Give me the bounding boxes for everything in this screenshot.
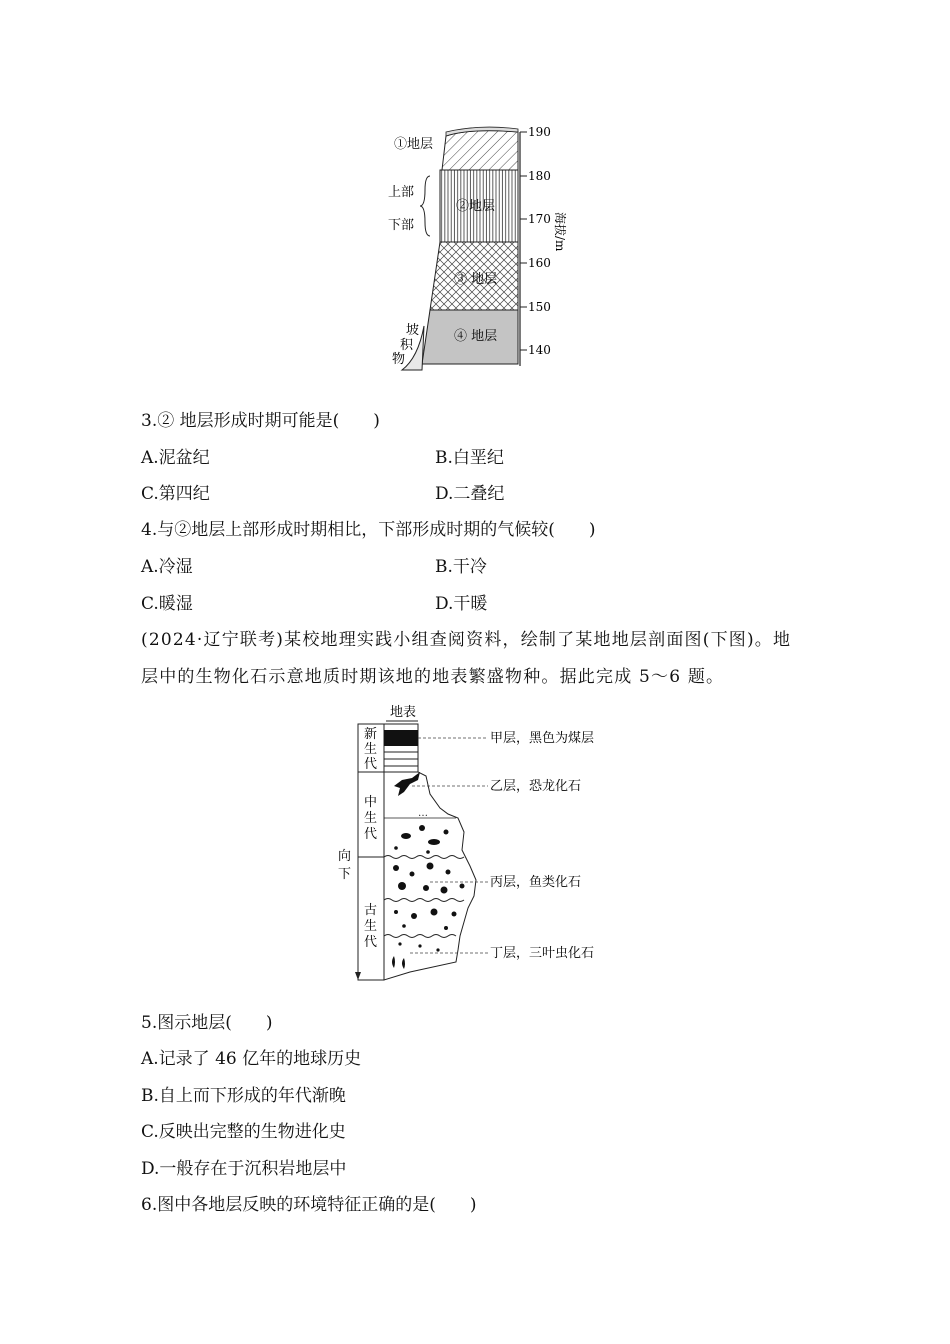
q4-option-c[interactable]: C.暖湿 bbox=[141, 594, 193, 614]
era-mesozoic-1: 中 bbox=[364, 795, 378, 810]
svg-text:…: … bbox=[418, 808, 428, 819]
strata-profile-figure bbox=[330, 700, 620, 990]
tick-label-140: 140 bbox=[528, 343, 551, 357]
tick-label-180: 180 bbox=[528, 169, 551, 183]
layer-1-band bbox=[442, 131, 518, 170]
axis-title: 海拔/m bbox=[553, 212, 567, 252]
slope-label-1: 坡 bbox=[406, 323, 420, 338]
layer-1-label: ①地层 bbox=[394, 137, 434, 152]
label-jia: 甲层，黑色为煤层 bbox=[490, 731, 595, 746]
tick-label-170: 170 bbox=[528, 212, 551, 226]
rock-profile bbox=[384, 724, 476, 980]
era-mesozoic-3: 代 bbox=[364, 827, 378, 842]
era-cenozoic-1: 新 bbox=[364, 727, 378, 742]
coal-layer bbox=[384, 730, 418, 746]
q3-option-a[interactable]: A.泥盆纪 bbox=[141, 448, 210, 468]
tick-label-160: 160 bbox=[528, 256, 551, 270]
intro-line-2: 层中的生物化石示意地质时期该地的地表繁盛物种。据此完成 5～6 题。 bbox=[141, 667, 725, 687]
q3-option-c[interactable]: C.第四纪 bbox=[141, 484, 210, 504]
q4-option-b[interactable]: B.干冷 bbox=[435, 557, 487, 577]
tick-label-190: 190 bbox=[528, 125, 551, 139]
q5-option-a[interactable]: A.记录了 46 亿年的地球历史 bbox=[141, 1049, 362, 1069]
slope-label-3: 物 bbox=[392, 352, 406, 367]
lower-part-label: 下部 bbox=[388, 218, 415, 233]
q3-option-b[interactable]: B.白垩纪 bbox=[435, 448, 504, 468]
q3-option-d[interactable]: D.二叠纪 bbox=[435, 484, 505, 504]
surface-label: 地表 bbox=[390, 705, 417, 720]
era-cenozoic-3: 代 bbox=[364, 757, 378, 772]
era-paleozoic-3: 代 bbox=[364, 935, 378, 950]
direction-label-1: 向 bbox=[338, 849, 352, 864]
upper-part-label: 上部 bbox=[388, 185, 415, 200]
axis-ticks bbox=[520, 132, 527, 350]
q3-stem: 3.② 地层形成时期可能是( ) bbox=[141, 411, 380, 431]
upper-lower-bracket bbox=[420, 176, 430, 236]
q4-option-a[interactable]: A.冷湿 bbox=[141, 557, 193, 577]
intro-line-1: (2024·辽宁联考)某校地理实践小组查阅资料，绘制了某地地层剖面图(下图)。地 bbox=[141, 630, 792, 650]
slope-label-2: 积 bbox=[400, 338, 414, 353]
q5-stem: 5.图示地层( ) bbox=[141, 1013, 273, 1033]
era-paleozoic-1: 古 bbox=[364, 903, 378, 918]
layer-4-label: ④ 地层 bbox=[454, 329, 498, 344]
layer-3-label: ③ 地层 bbox=[454, 272, 498, 287]
era-mesozoic-2: 生 bbox=[364, 811, 378, 826]
q5-option-d[interactable]: D.一般存在于沉积岩地层中 bbox=[141, 1159, 347, 1179]
direction-label-2: 下 bbox=[338, 867, 352, 882]
q5-option-c[interactable]: C.反映出完整的生物进化史 bbox=[141, 1122, 346, 1142]
q5-option-b[interactable]: B.自上而下形成的年代渐晚 bbox=[141, 1086, 346, 1106]
tick-label-150: 150 bbox=[528, 300, 551, 314]
label-ding: 丁层，三叶虫化石 bbox=[490, 946, 595, 961]
q4-stem: 4.与②地层上部形成时期相比，下部形成时期的气候较( ) bbox=[141, 520, 596, 540]
q4-option-d[interactable]: D.干暖 bbox=[435, 594, 488, 614]
layer-2-label: ②地层 bbox=[456, 199, 496, 214]
label-bing: 丙层，鱼类化石 bbox=[490, 875, 582, 890]
label-yi: 乙层，恐龙化石 bbox=[490, 779, 582, 794]
era-cenozoic-2: 生 bbox=[364, 742, 378, 757]
stratigraphic-column-figure bbox=[380, 120, 580, 380]
era-paleozoic-2: 生 bbox=[364, 919, 378, 934]
q6-stem: 6.图中各地层反映的环境特征正确的是( ) bbox=[141, 1195, 477, 1215]
